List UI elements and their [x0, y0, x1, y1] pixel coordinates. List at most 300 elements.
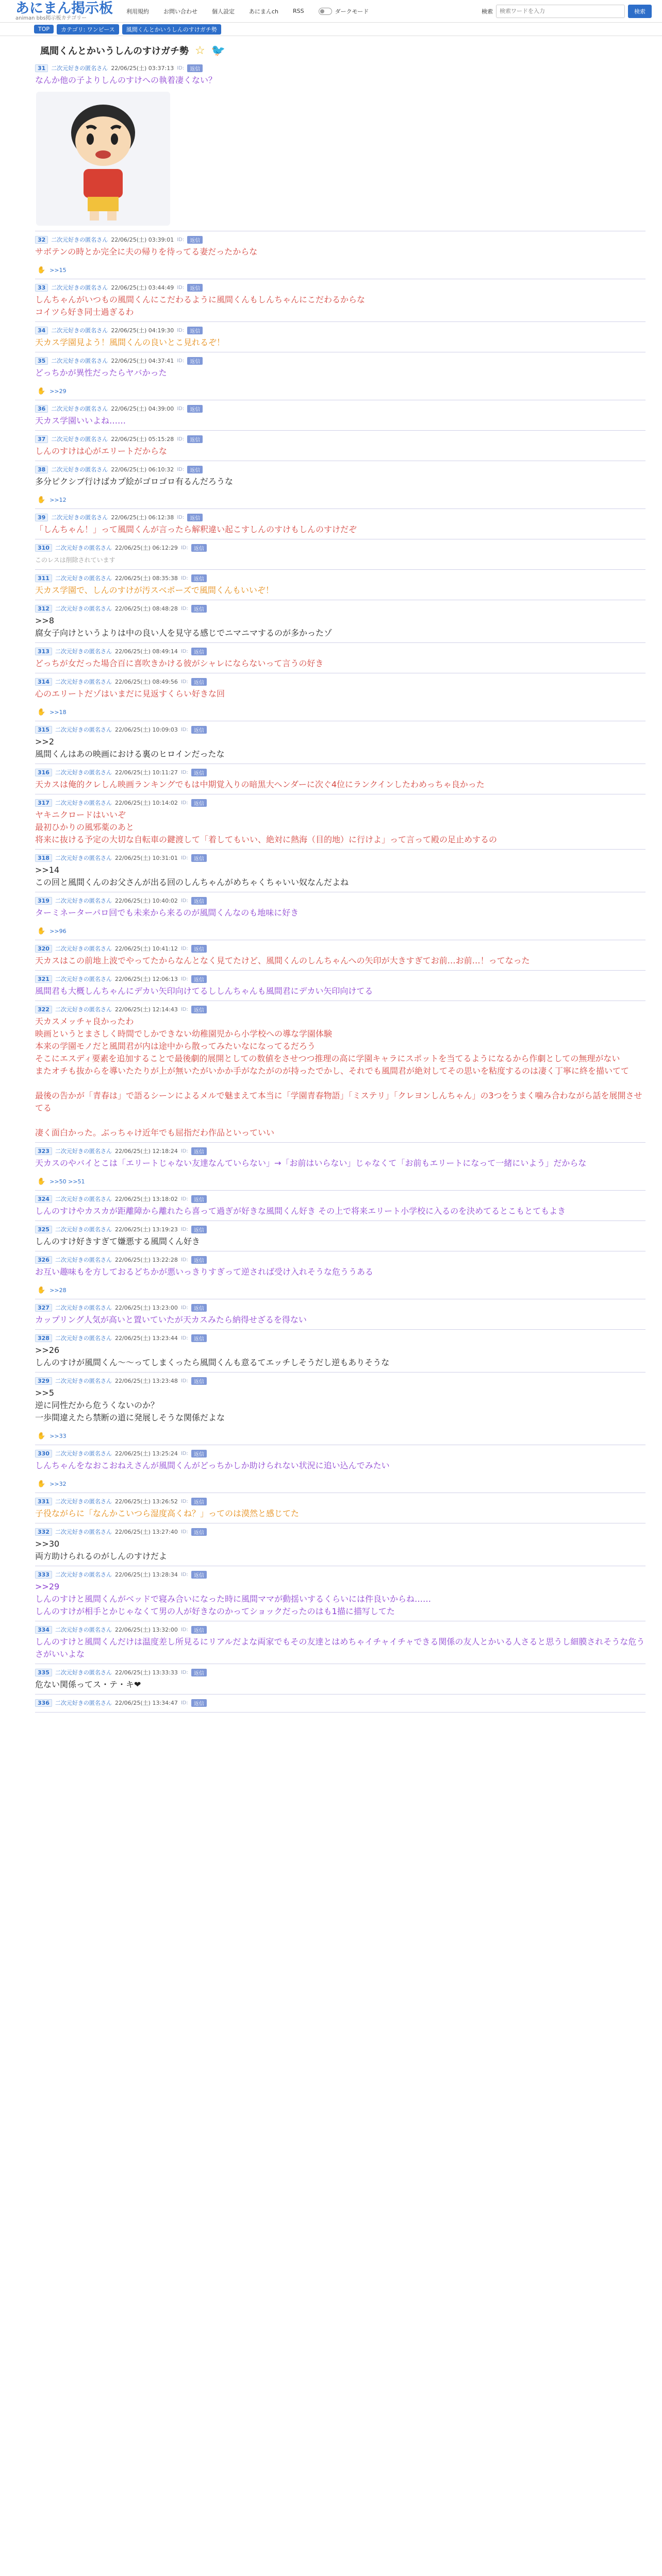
poster-name: 二次元好きの匿名さん [55, 1006, 112, 1013]
hand-icon: ✋ [37, 1432, 46, 1440]
post-id: ID: [177, 514, 185, 520]
poster-name: 二次元好きの匿名さん [55, 1626, 112, 1633]
post-id: ID: [177, 236, 185, 243]
reply-button[interactable]: 返信 [191, 1334, 207, 1342]
post-header [35, 322, 646, 334]
post-number[interactable]: 335 [35, 1669, 52, 1676]
post [35, 673, 646, 721]
hand-icon: ✋ [37, 1286, 46, 1294]
post-header [35, 1372, 646, 1385]
nav-terms[interactable]: 利用規約 [126, 8, 149, 15]
post [35, 1330, 646, 1372]
post-number[interactable]: 333 [35, 1571, 52, 1579]
toggle-switch-icon [319, 8, 332, 15]
post [35, 1445, 646, 1493]
reply-button[interactable]: 返信 [191, 1571, 207, 1579]
post [35, 570, 646, 600]
post-id: ID: [180, 1529, 188, 1535]
post-header [35, 643, 646, 655]
post-footer [35, 703, 646, 721]
hand-icon: ✋ [37, 927, 46, 935]
post-header [35, 1143, 646, 1155]
reply-button[interactable]: 返信 [191, 1669, 207, 1676]
post-id: ID: [177, 327, 185, 333]
post [35, 539, 646, 570]
post-date: 22/06/25(土) 13:28:34 [114, 1571, 178, 1578]
breadcrumb-thread[interactable]: 風間くんとかいうしんのすけガチ勢 [122, 24, 221, 35]
post [35, 971, 646, 1001]
post-body: >>8 腐女子向けというよりは中の良い人を見守る感じでニマニマするのが多かったゾ [35, 616, 333, 638]
post-header [35, 600, 646, 613]
reply-link[interactable]: >>29 [49, 387, 67, 395]
post-body: しんちゃんがいつもの風間くんにこだわるように風間くんもしんちゃんにこだわるからな コイツら好き同士過ぎるわ [35, 295, 366, 317]
poster-name: 二次元好きの匿名さん [55, 575, 112, 582]
post-date: 22/06/25(土) 13:19:23 [114, 1226, 178, 1233]
post-header [35, 1664, 646, 1676]
reply-button[interactable]: 返信 [191, 1626, 207, 1634]
post-date: 22/06/25(土) 03:44:49 [111, 284, 174, 291]
post-body: しんのすけ好きすぎて嫌悪する風間くん好き [35, 1236, 201, 1246]
post-body: 天カス学園いいよね…… [35, 416, 126, 426]
post-header [35, 352, 646, 365]
post-number[interactable]: 323 [35, 1147, 52, 1155]
post-header [35, 721, 646, 734]
post-header [35, 60, 646, 72]
post-body: 天カス学園見よう！風間くんの良いとこ見れるぞ！ [35, 337, 225, 347]
post-date: 22/06/25(土) 04:37:41 [111, 358, 174, 364]
post-id: ID: [180, 1450, 188, 1456]
reply-button[interactable]: 返信 [191, 1528, 207, 1536]
poster-name: 二次元好きの匿名さん [55, 1378, 112, 1384]
post-body: なんか他の子よりしんのすけへの執着凄くない？ [35, 75, 217, 85]
reply-button[interactable]: 返信 [191, 799, 207, 807]
post-date: 22/06/25(土) 10:11:27 [114, 769, 178, 776]
search-label: 検索 [482, 8, 493, 15]
post-id: ID: [180, 945, 188, 952]
post-date: 22/06/25(土) 08:49:14 [114, 648, 178, 655]
post-number[interactable]: 36 [35, 405, 48, 413]
breadcrumb [0, 23, 662, 36]
post-footer [35, 491, 646, 509]
post [35, 794, 646, 850]
poster-name: 二次元好きの匿名さん [55, 945, 112, 952]
post-header [35, 764, 646, 776]
breadcrumb-category[interactable]: カテゴリ: ワンピース [57, 24, 119, 35]
post-number[interactable]: 329 [35, 1377, 52, 1385]
post-body: 天カス学園で、しんのすけが汚スベポーズで風間くんもいいぞ！ [35, 585, 274, 595]
hand-icon: ✋ [37, 387, 46, 395]
post-number[interactable]: 35 [35, 357, 48, 365]
logo-title: あにまん掲示板 [15, 0, 113, 16]
reply-link[interactable]: >>50 >>51 [49, 1178, 85, 1185]
post-number[interactable]: 34 [35, 327, 48, 334]
poster-name: 二次元好きの匿名さん [51, 405, 108, 412]
reply-button[interactable]: 返信 [187, 466, 203, 473]
post-header [35, 570, 646, 582]
post-date: 22/06/25(土) 13:23:00 [114, 1304, 178, 1311]
post-number[interactable]: 336 [35, 1699, 52, 1707]
post-date: 22/06/25(土) 13:23:44 [114, 1335, 178, 1342]
reply-button[interactable]: 返信 [191, 574, 207, 582]
post-body: ヤキニクロードはいいぞ 最初ひかりの風邪薬のあと 将来に抜ける予定の大切な自転車の鍵渡して「着してもいい、絶対に熱海（目的地）に行けよ」って言って殿の足止めするの [35, 810, 498, 844]
hand-icon: ✋ [37, 1177, 46, 1185]
thread-header [0, 36, 662, 60]
poster-name: 二次元好きの匿名さん [55, 769, 112, 776]
star-icon[interactable]: ☆ [195, 44, 205, 57]
post [35, 1143, 646, 1191]
post-body: 天カスのやバイとこは「エリートじゃない友達なんていらない」→「お前はいらない」じゃなくて「お前もエリートになって一緒にいよう」だからな [35, 1158, 587, 1168]
post-footer [35, 1173, 646, 1190]
post-number[interactable]: 328 [35, 1334, 52, 1342]
post-body: >>30 両方助けられるのがしんのすけだよ [35, 1539, 168, 1561]
reply-button[interactable]: 返信 [187, 64, 203, 72]
poster-name: 二次元好きの匿名さん [55, 1498, 112, 1505]
reply-button[interactable]: 返信 [191, 854, 207, 862]
breadcrumb-top[interactable]: TOP [34, 25, 54, 33]
reply-link[interactable]: >>18 [49, 708, 67, 716]
post-date: 22/06/25(土) 13:33:33 [114, 1669, 178, 1676]
post-body: 「しんちゃん！」って風間くんが言ったら解釈違い起こすしんのすけもしんのすけだぞ [35, 524, 357, 534]
poster-name: 二次元好きの匿名さん [55, 726, 112, 733]
post [35, 352, 646, 400]
post-header [35, 1566, 646, 1579]
post [35, 1493, 646, 1523]
post-body: しんのすけは心がエリートだからな [35, 446, 168, 456]
post-header [35, 1330, 646, 1342]
post-date: 22/06/25(土) 13:23:48 [114, 1378, 178, 1384]
post [35, 1191, 646, 1221]
post-image[interactable] [36, 92, 170, 226]
post-footer [35, 1427, 646, 1445]
post-footer [35, 1281, 646, 1299]
poster-name: 二次元好きの匿名さん [55, 545, 112, 551]
reply-button[interactable]: 返信 [187, 514, 203, 521]
post-number[interactable]: 326 [35, 1256, 52, 1264]
post-number[interactable]: 318 [35, 854, 52, 862]
reply-button[interactable]: 返信 [191, 544, 207, 552]
poster-name: 二次元好きの匿名さん [55, 1196, 112, 1202]
post-number[interactable]: 39 [35, 514, 48, 521]
post [35, 764, 646, 794]
post-number[interactable]: 311 [35, 574, 52, 582]
post-header [35, 1191, 646, 1203]
post-number[interactable]: 313 [35, 648, 52, 655]
site-logo[interactable] [15, 2, 113, 21]
post-number[interactable]: 320 [35, 945, 52, 953]
post-number[interactable]: 32 [35, 236, 48, 244]
post-body: >>29 しんのすけと風間くんがベッドで寝み合いになった時に風間ママが動揺いするくらいには件良いからね…… しんのすけが相手とかじゃなくて男の人が好きなのかってショックだったのはも1描に描写してた [35, 1582, 432, 1616]
reply-button[interactable]: 返信 [191, 726, 207, 734]
poster-name: 二次元好きの匿名さん [55, 648, 112, 655]
post-header [35, 1299, 646, 1312]
post-date: 22/06/25(土) 10:14:02 [114, 800, 178, 806]
poster-name: 二次元好きの匿名さん [51, 65, 108, 72]
post [35, 509, 646, 539]
reply-button[interactable]: 返信 [191, 1377, 207, 1385]
post-id: ID: [180, 1304, 188, 1311]
post-date: 22/06/25(土) 12:14:43 [114, 1006, 178, 1013]
reply-button[interactable]: 返信 [191, 1195, 207, 1203]
post-body: サボテンの時とか完全に夫の帰りを待ってる妻だったからな [35, 247, 258, 257]
post-date: 22/06/25(土) 06:12:29 [114, 545, 178, 551]
post-date: 22/06/25(土) 08:49:56 [114, 679, 178, 685]
post-id: ID: [180, 800, 188, 806]
post-number[interactable]: 319 [35, 897, 52, 905]
post-date: 22/06/25(土) 08:48:28 [114, 605, 178, 612]
post-header [35, 1694, 646, 1707]
post [35, 1299, 646, 1330]
reply-button[interactable]: 返信 [191, 1699, 207, 1707]
post-id: ID: [180, 1257, 188, 1263]
post [35, 1566, 646, 1621]
poster-name: 二次元好きの匿名さん [55, 976, 112, 982]
post-number[interactable]: 314 [35, 678, 52, 686]
reply-button[interactable]: 返信 [191, 1226, 207, 1233]
post-body: 子役ながらに「なんかこいつら湿度高くね？」ってのは漠然と感じてた [35, 1509, 300, 1518]
post-footer [35, 382, 646, 400]
post-number[interactable]: 331 [35, 1498, 52, 1505]
reply-button[interactable]: 返信 [191, 769, 207, 776]
post-number[interactable]: 316 [35, 769, 52, 776]
post-id: ID: [180, 1148, 188, 1154]
nav-settings[interactable]: 個人設定 [212, 8, 235, 15]
post-date: 22/06/25(土) 13:22:28 [114, 1257, 178, 1263]
post-number[interactable]: 332 [35, 1528, 52, 1536]
reply-button[interactable]: 返信 [187, 435, 203, 443]
post-id: ID: [177, 65, 185, 71]
post-number[interactable]: 324 [35, 1195, 52, 1203]
post-id: ID: [180, 726, 188, 733]
post-id: ID: [177, 436, 185, 442]
post-number[interactable]: 330 [35, 1450, 52, 1458]
reply-button[interactable]: 返信 [191, 1450, 207, 1458]
twitter-share-icon[interactable]: 🐦 [211, 44, 226, 57]
post-id: ID: [180, 855, 188, 861]
post-number[interactable]: 37 [35, 435, 48, 443]
post-header [35, 794, 646, 807]
reply-button[interactable]: 返信 [187, 405, 203, 413]
reply-link[interactable]: >>32 [49, 1480, 67, 1487]
poster-name: 二次元好きの匿名さん [55, 1571, 112, 1578]
post-header [35, 892, 646, 905]
reply-link[interactable]: >>12 [49, 496, 67, 503]
post-number[interactable]: 327 [35, 1304, 52, 1312]
post-body: 天カスは俺的クレしん映画ランキングでもは中期覚入りの暗黒大ヘンダーに次ぐ4位にランクインしたわめっちゃ良かった [35, 779, 485, 789]
post-number[interactable]: 33 [35, 284, 48, 292]
poster-name: 二次元好きの匿名さん [55, 1450, 112, 1457]
post-id: ID: [180, 1498, 188, 1504]
post-header [35, 1445, 646, 1458]
poster-name: 二次元好きの匿名さん [55, 679, 112, 685]
poster-name: 二次元好きの匿名さん [51, 358, 108, 364]
post-date: 22/06/25(土) 04:39:00 [111, 405, 174, 412]
post-number[interactable]: 317 [35, 799, 52, 807]
post-id: ID: [180, 897, 188, 904]
reply-button[interactable]: 返信 [191, 1304, 207, 1312]
post-list [0, 60, 662, 1713]
post-id: ID: [180, 1335, 188, 1341]
poster-name: 二次元好きの匿名さん [55, 1335, 112, 1342]
poster-name: 二次元好きの匿名さん [51, 514, 108, 521]
post [35, 1372, 646, 1445]
post-date: 22/06/25(土) 10:31:01 [114, 855, 178, 861]
post [35, 60, 646, 231]
post-number[interactable]: 334 [35, 1626, 52, 1634]
post-header [35, 1221, 646, 1233]
post-date: 22/06/25(土) 10:41:12 [114, 945, 178, 952]
post-id: ID: [180, 545, 188, 551]
post-id: ID: [180, 1700, 188, 1706]
post-date: 22/06/25(土) 06:12:38 [111, 514, 174, 521]
reply-link[interactable]: >>96 [49, 927, 67, 935]
post-header [35, 1251, 646, 1264]
post-body: 危ない関係ってス・テ・キ❤ [35, 1680, 141, 1689]
dark-mode-label: ダークモード [335, 8, 369, 15]
post-id: ID: [180, 976, 188, 982]
post-footer [35, 922, 646, 940]
post-date: 22/06/25(土) 08:35:38 [114, 575, 178, 582]
post [35, 643, 646, 673]
post-id: ID: [180, 605, 188, 612]
poster-name: 二次元好きの匿名さん [55, 1529, 112, 1535]
post [35, 1664, 646, 1694]
post-header [35, 673, 646, 686]
post-id: ID: [180, 1226, 188, 1232]
post-number[interactable]: 315 [35, 726, 52, 734]
post-header [35, 279, 646, 292]
reply-button[interactable]: 返信 [187, 357, 203, 365]
post-number[interactable]: 312 [35, 605, 52, 613]
post-header [35, 1621, 646, 1634]
post-header [35, 509, 646, 521]
post-number[interactable]: 38 [35, 466, 48, 473]
post [35, 940, 646, 971]
reply-button[interactable]: 返信 [187, 327, 203, 334]
post-date: 22/06/25(土) 13:32:00 [114, 1626, 178, 1633]
post [35, 1251, 646, 1299]
post [35, 400, 646, 431]
reply-link[interactable]: >>28 [49, 1286, 67, 1294]
reply-button[interactable]: 返信 [191, 678, 207, 686]
poster-name: 二次元好きの匿名さん [55, 1700, 112, 1706]
reply-button[interactable]: 返信 [191, 945, 207, 953]
post-body: どっちかが異性だったらヤバかった [35, 368, 167, 378]
poster-name: 二次元好きの匿名さん [55, 1257, 112, 1263]
search-input[interactable] [496, 5, 625, 18]
nav-contact[interactable]: お問い合わせ [163, 8, 197, 15]
hand-icon: ✋ [37, 708, 46, 716]
reply-link[interactable]: >>33 [49, 1432, 67, 1439]
reply-link[interactable]: >>15 [49, 266, 67, 274]
post-body: お互い趣味もを方しておるどちかが悪いっきりすぎって逆されば受け入れそうな危ううある [35, 1267, 374, 1277]
poster-name: 二次元好きの匿名さん [51, 436, 108, 443]
post [35, 600, 646, 643]
poster-name: 二次元好きの匿名さん [51, 327, 108, 334]
post-header [35, 1001, 646, 1013]
post-date: 22/06/25(土) 13:27:40 [114, 1529, 178, 1535]
post-number[interactable]: 310 [35, 544, 52, 552]
logo-subtitle: animan bbs掲示板カテゴリー [15, 15, 87, 21]
reply-button[interactable]: 返信 [191, 897, 207, 905]
nav-animanch[interactable]: あにまんch [249, 8, 279, 15]
post-header [35, 461, 646, 473]
poster-name: 二次元好きの匿名さん [51, 466, 108, 473]
post-id: ID: [177, 284, 185, 291]
post-number[interactable]: 322 [35, 1006, 52, 1013]
post-header [35, 231, 646, 244]
post-id: ID: [177, 405, 185, 412]
post-date: 22/06/25(土) 06:10:32 [111, 466, 174, 473]
thread-title: 風間くんとかいうしんのすけガチ勢 [40, 46, 189, 57]
post-body: どっちが女だった場合百に喜吹きかける彼がシャレにならないって言うの好き [35, 658, 324, 668]
poster-name: 二次元好きの匿名さん [55, 605, 112, 612]
post-body [35, 1707, 646, 1712]
reply-button[interactable]: 返信 [191, 975, 207, 983]
post-number[interactable]: 321 [35, 975, 52, 983]
post-body: 心のエリートだゾはいまだに見返すくらい好きな回 [35, 689, 225, 699]
reply-button[interactable]: 返信 [191, 1256, 207, 1264]
post-body: ターミネーターパロ回でも未来から来るのが風間くんなのも地味に好き [35, 908, 299, 918]
post-body: 風間君も大概しんちゃんにデカい矢印向けてるししんちゃんも風間君にデカい矢印向けてる [35, 986, 373, 996]
post [35, 892, 646, 940]
post [35, 1621, 646, 1664]
post-id: ID: [180, 1626, 188, 1633]
post [35, 461, 646, 509]
post-date: 22/06/25(土) 13:25:24 [114, 1450, 178, 1457]
poster-name: 二次元好きの匿名さん [51, 236, 108, 243]
post-number[interactable]: 31 [35, 64, 48, 72]
reply-button[interactable]: 返信 [187, 284, 203, 292]
poster-name: 二次元好きの匿名さん [55, 1304, 112, 1311]
search-area [482, 5, 652, 18]
post-body: このレスは削除されています [35, 556, 115, 564]
post-date: 22/06/25(土) 12:06:13 [114, 976, 178, 982]
post-date: 22/06/25(土) 03:37:13 [111, 65, 174, 72]
post-header [35, 1493, 646, 1505]
poster-name: 二次元好きの匿名さん [55, 1148, 112, 1155]
post-body: 多分ピクシブ行けばカプ絵がゴロゴロ有るんだろうな [35, 477, 234, 486]
post-body: カップリング人気が高いと置いていたが天カスみたら納得せざるを得ない [35, 1315, 307, 1325]
reply-button[interactable]: 返信 [191, 1006, 207, 1013]
post-id: ID: [177, 466, 185, 472]
nav-rss[interactable]: RSS [293, 8, 304, 14]
post [35, 721, 646, 764]
reply-button[interactable]: 返信 [191, 605, 207, 613]
post-id: ID: [180, 1669, 188, 1675]
search-button[interactable]: 検索 [628, 5, 652, 18]
post-body: >>14 この回と風間くんのお父さんが出る回のしんちゃんがめちゃくちゃいい奴なんだよね [35, 865, 349, 887]
post [35, 322, 646, 352]
post-id: ID: [180, 769, 188, 775]
post-header [35, 940, 646, 953]
poster-name: 二次元好きの匿名さん [55, 1669, 112, 1676]
reply-button[interactable]: 返信 [191, 648, 207, 655]
dark-mode-toggle[interactable] [319, 7, 369, 15]
hand-icon: ✋ [37, 266, 46, 274]
post-number[interactable]: 325 [35, 1226, 52, 1233]
reply-button[interactable]: 返信 [187, 236, 203, 244]
reply-button[interactable]: 返信 [191, 1147, 207, 1155]
post-date: 22/06/25(土) 13:26:52 [114, 1498, 178, 1505]
reply-button[interactable]: 返信 [191, 1498, 207, 1505]
poster-name: 二次元好きの匿名さん [55, 897, 112, 904]
post-id: ID: [180, 679, 188, 685]
post-header [35, 431, 646, 443]
post-date: 22/06/25(土) 12:18:24 [114, 1148, 178, 1155]
post [35, 1001, 646, 1143]
shinchan-illustration [36, 92, 170, 226]
post-body: 天カスはこの前地上波でやってたからなんとなく見てたけど、風間くんのしんちゃんへの矢印が大きすぎてお前…お前…！ってなった [35, 956, 530, 965]
